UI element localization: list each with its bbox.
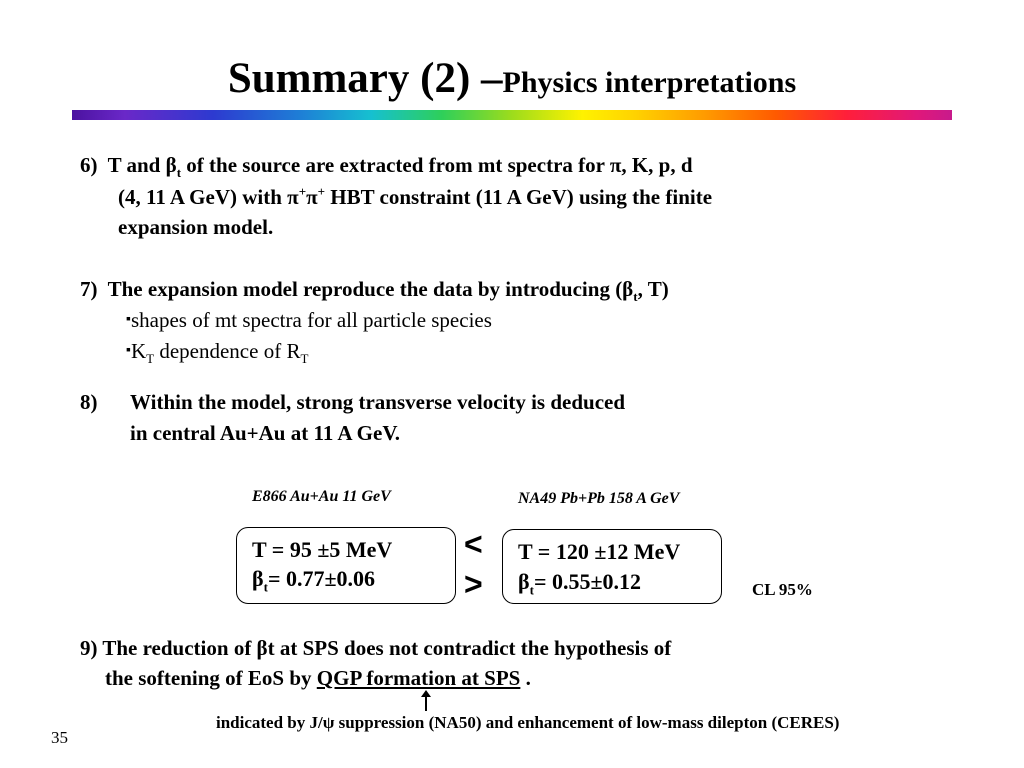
title-sub: Physics interpretations [502, 66, 797, 99]
item6-line1 [80, 153, 693, 181]
left-beta-sub: t [263, 579, 268, 595]
item9-line2 [105, 666, 531, 691]
item7-bullet2 [126, 339, 308, 367]
left-caption: E866 Au+Au 11 GeV [252, 488, 391, 505]
item7-text-a: The expansion model reproduce the data by introducing (β [107, 277, 634, 301]
item7-bullet2-b: dependence of R [154, 339, 301, 363]
footnote: indicated by J/ψ suppression (NA50) and enhancement of low-mass dilepton (CERES) [216, 713, 840, 732]
less-than-sign: < [464, 526, 483, 562]
item9-line1: 9) The reduction of βt at SPS does not contradict the hypothesis of [80, 636, 672, 660]
item9-line2-a: the softening of EoS by [105, 666, 317, 690]
qgp-formation-underlined: QGP formation at SPS [316, 666, 521, 690]
bullet-marker: ▪ [126, 312, 131, 327]
right-caption: NA49 Pb+Pb 158 A GeV [518, 490, 680, 507]
rainbow-divider [72, 110, 952, 120]
right-temperature: T = 120 ±12 MeV [518, 539, 681, 564]
item6-sub: t [176, 165, 182, 181]
item8-line1: Within the model, strong transverse velocity is deduced [130, 390, 626, 414]
confidence-level: CL 95% [752, 580, 813, 599]
right-beta-symbol: β [518, 569, 530, 594]
title-main: Summary (2) – [227, 55, 503, 102]
slide-title [0, 54, 1024, 103]
right-beta-value: = 0.55±0.12 [533, 569, 642, 594]
item6-line2-b: π [306, 185, 318, 209]
item6-line2-c: HBT constraint (11 A GeV) using the finite [325, 185, 713, 209]
item6-sup1: + [298, 184, 307, 199]
item6-text-a: T and β [107, 153, 177, 177]
item6-line2 [118, 184, 712, 210]
left-beta-value: = 0.77±0.06 [267, 566, 376, 591]
item8-line2: in central Au+Au at 11 A GeV. [130, 421, 401, 445]
right-beta [518, 569, 641, 598]
item6-line2-a: (4, 11 A GeV) with π [118, 185, 299, 209]
left-temperature: T = 95 ±5 MeV [252, 537, 393, 562]
item6-number: 6) [80, 153, 98, 177]
right-beta-sub: t [529, 582, 534, 598]
item7-bullet1 [126, 308, 492, 333]
item7-sub: t [633, 289, 638, 305]
up-arrow-icon [419, 690, 433, 712]
page-number: 35 [51, 728, 68, 747]
item7-bullet1-text: shapes of mt spectra for all particle species [130, 308, 492, 332]
item7-text-b: , T) [637, 277, 669, 301]
item7-bullet2-sub1: T [146, 351, 155, 367]
left-beta-symbol: β [252, 566, 264, 591]
item6-sup2: + [317, 184, 326, 199]
bullet-marker: ▪ [126, 343, 131, 358]
item9-line2-b: . [520, 666, 531, 690]
item7-line1 [80, 277, 669, 305]
item6-text-b: of the source are extracted from mt spectra for π, K, p, d [181, 153, 693, 177]
greater-than-sign: > [464, 566, 483, 602]
left-beta [252, 566, 375, 595]
item6-line3: expansion model. [118, 215, 274, 239]
item8-number: 8) [80, 390, 98, 414]
item7-bullet2-sub2: T [300, 351, 309, 367]
item7-number: 7) [80, 277, 98, 301]
item7-bullet2-a: K [130, 339, 147, 363]
